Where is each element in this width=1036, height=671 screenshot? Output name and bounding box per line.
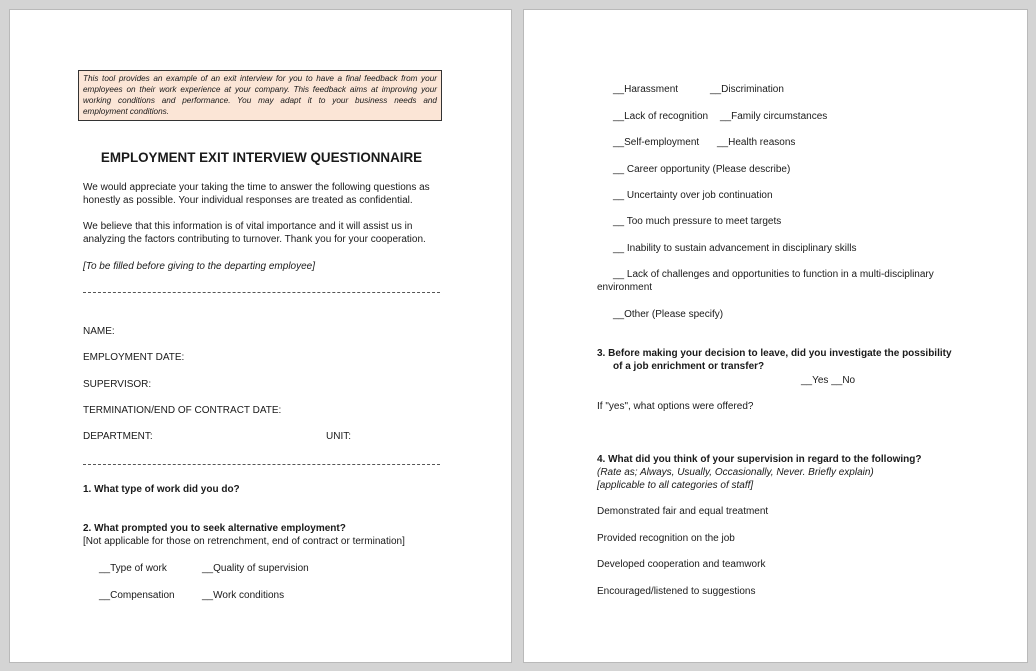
field-employment-date-label: EMPLOYMENT DATE: [83, 352, 185, 363]
notice-line: working conditions and performance. You may adapt it to your business needs and [83, 96, 437, 105]
intro-line: analyzing the factors contributing to turnover. Thank you for your cooperation. [83, 234, 426, 245]
question-1: 1. What type of work did you do? [83, 484, 240, 495]
checkbox-option[interactable]: __Quality of supervision [202, 563, 309, 574]
question-4: 4. What did you think of your supervision in regard to the following? [597, 454, 922, 465]
field-name-label: NAME: [83, 326, 115, 337]
checkbox-option[interactable]: __ Uncertainty over job continuation [613, 190, 773, 201]
checkbox-option[interactable]: __Family circumstances [720, 111, 828, 122]
notice-line: This tool provides an example of an exit interview for you to have a final feedback from your [83, 74, 437, 83]
checkbox-option[interactable]: __Lack of recognition [613, 111, 709, 122]
rating-item: Provided recognition on the job [597, 533, 735, 544]
document-page-left [9, 9, 512, 663]
question-3: 3. Before making your decision to leave, did you investigate the possibility [597, 348, 952, 359]
question-2: 2. What prompted you to seek alternative employment? [83, 523, 346, 534]
checkbox-option[interactable]: __ Too much pressure to meet targets [613, 216, 782, 227]
checkbox-option[interactable]: __Type of work [99, 563, 167, 574]
intro-line: We believe that this information is of vital importance and it will assist us in [83, 221, 413, 232]
checkbox-option[interactable]: __ Inability to sustain advancement in disciplinary skills [613, 243, 857, 254]
field-department-label: DEPARTMENT: [83, 431, 153, 442]
field-termination-label: TERMINATION/END OF CONTRACT DATE: [83, 405, 282, 416]
checkbox-option[interactable]: __Compensation [99, 590, 175, 601]
notice-box [78, 70, 442, 121]
checkbox-option[interactable]: __Discrimination [710, 84, 784, 95]
rating-item: Encouraged/listened to suggestions [597, 586, 756, 597]
checkbox-option[interactable]: __Harassment [613, 84, 679, 95]
checkbox-option[interactable]: __Other (Please specify) [613, 309, 724, 320]
notice-line: employment conditions. [83, 107, 170, 116]
rating-item: Demonstrated fair and equal treatment [597, 506, 769, 517]
intro-line: We would appreciate your taking the time to answer the following questions as [83, 182, 430, 193]
notice-line: employees on their work experience at your company. This feedback aims at improving your [83, 85, 437, 94]
checkbox-option[interactable]: __Work conditions [202, 590, 285, 601]
checkbox-option-continuation: environment [597, 282, 653, 293]
checkbox-option[interactable]: __ Career opportunity (Please describe) [613, 164, 791, 175]
field-supervisor-label: SUPERVISOR: [83, 379, 152, 390]
checkbox-option[interactable]: __ Lack of challenges and opportunities to function in a multi-disciplinary [613, 269, 934, 280]
question-4-note: (Rate as; Always, Usually, Occasionally, Never. Briefly explain) [597, 467, 874, 478]
question-2-note: [Not applicable for those on retrenchment, end of contract or termination] [83, 536, 405, 547]
question-3-continuation: of a job enrichment or transfer? [613, 361, 765, 372]
checkbox-option[interactable]: __Self-employment [613, 137, 700, 148]
rating-item: Developed cooperation and teamwork [597, 559, 766, 570]
checkbox-option[interactable]: __Health reasons [717, 137, 796, 148]
question-4-note: [applicable to all categories of staff] [597, 480, 754, 491]
document-page-right [523, 9, 1028, 663]
yes-no-options[interactable]: __Yes __No [801, 375, 856, 386]
fill-note: [To be filled before giving to the departing employee] [83, 261, 316, 272]
field-unit-label: UNIT: [326, 431, 351, 442]
divider [83, 464, 440, 465]
intro-line: honestly as possible. Your individual responses are treated as confidential. [83, 195, 413, 206]
page-title: EMPLOYMENT EXIT INTERVIEW QUESTIONNAIRE [100, 150, 423, 165]
question-3-followup: If "yes", what options were offered? [597, 401, 754, 412]
divider [83, 292, 440, 293]
